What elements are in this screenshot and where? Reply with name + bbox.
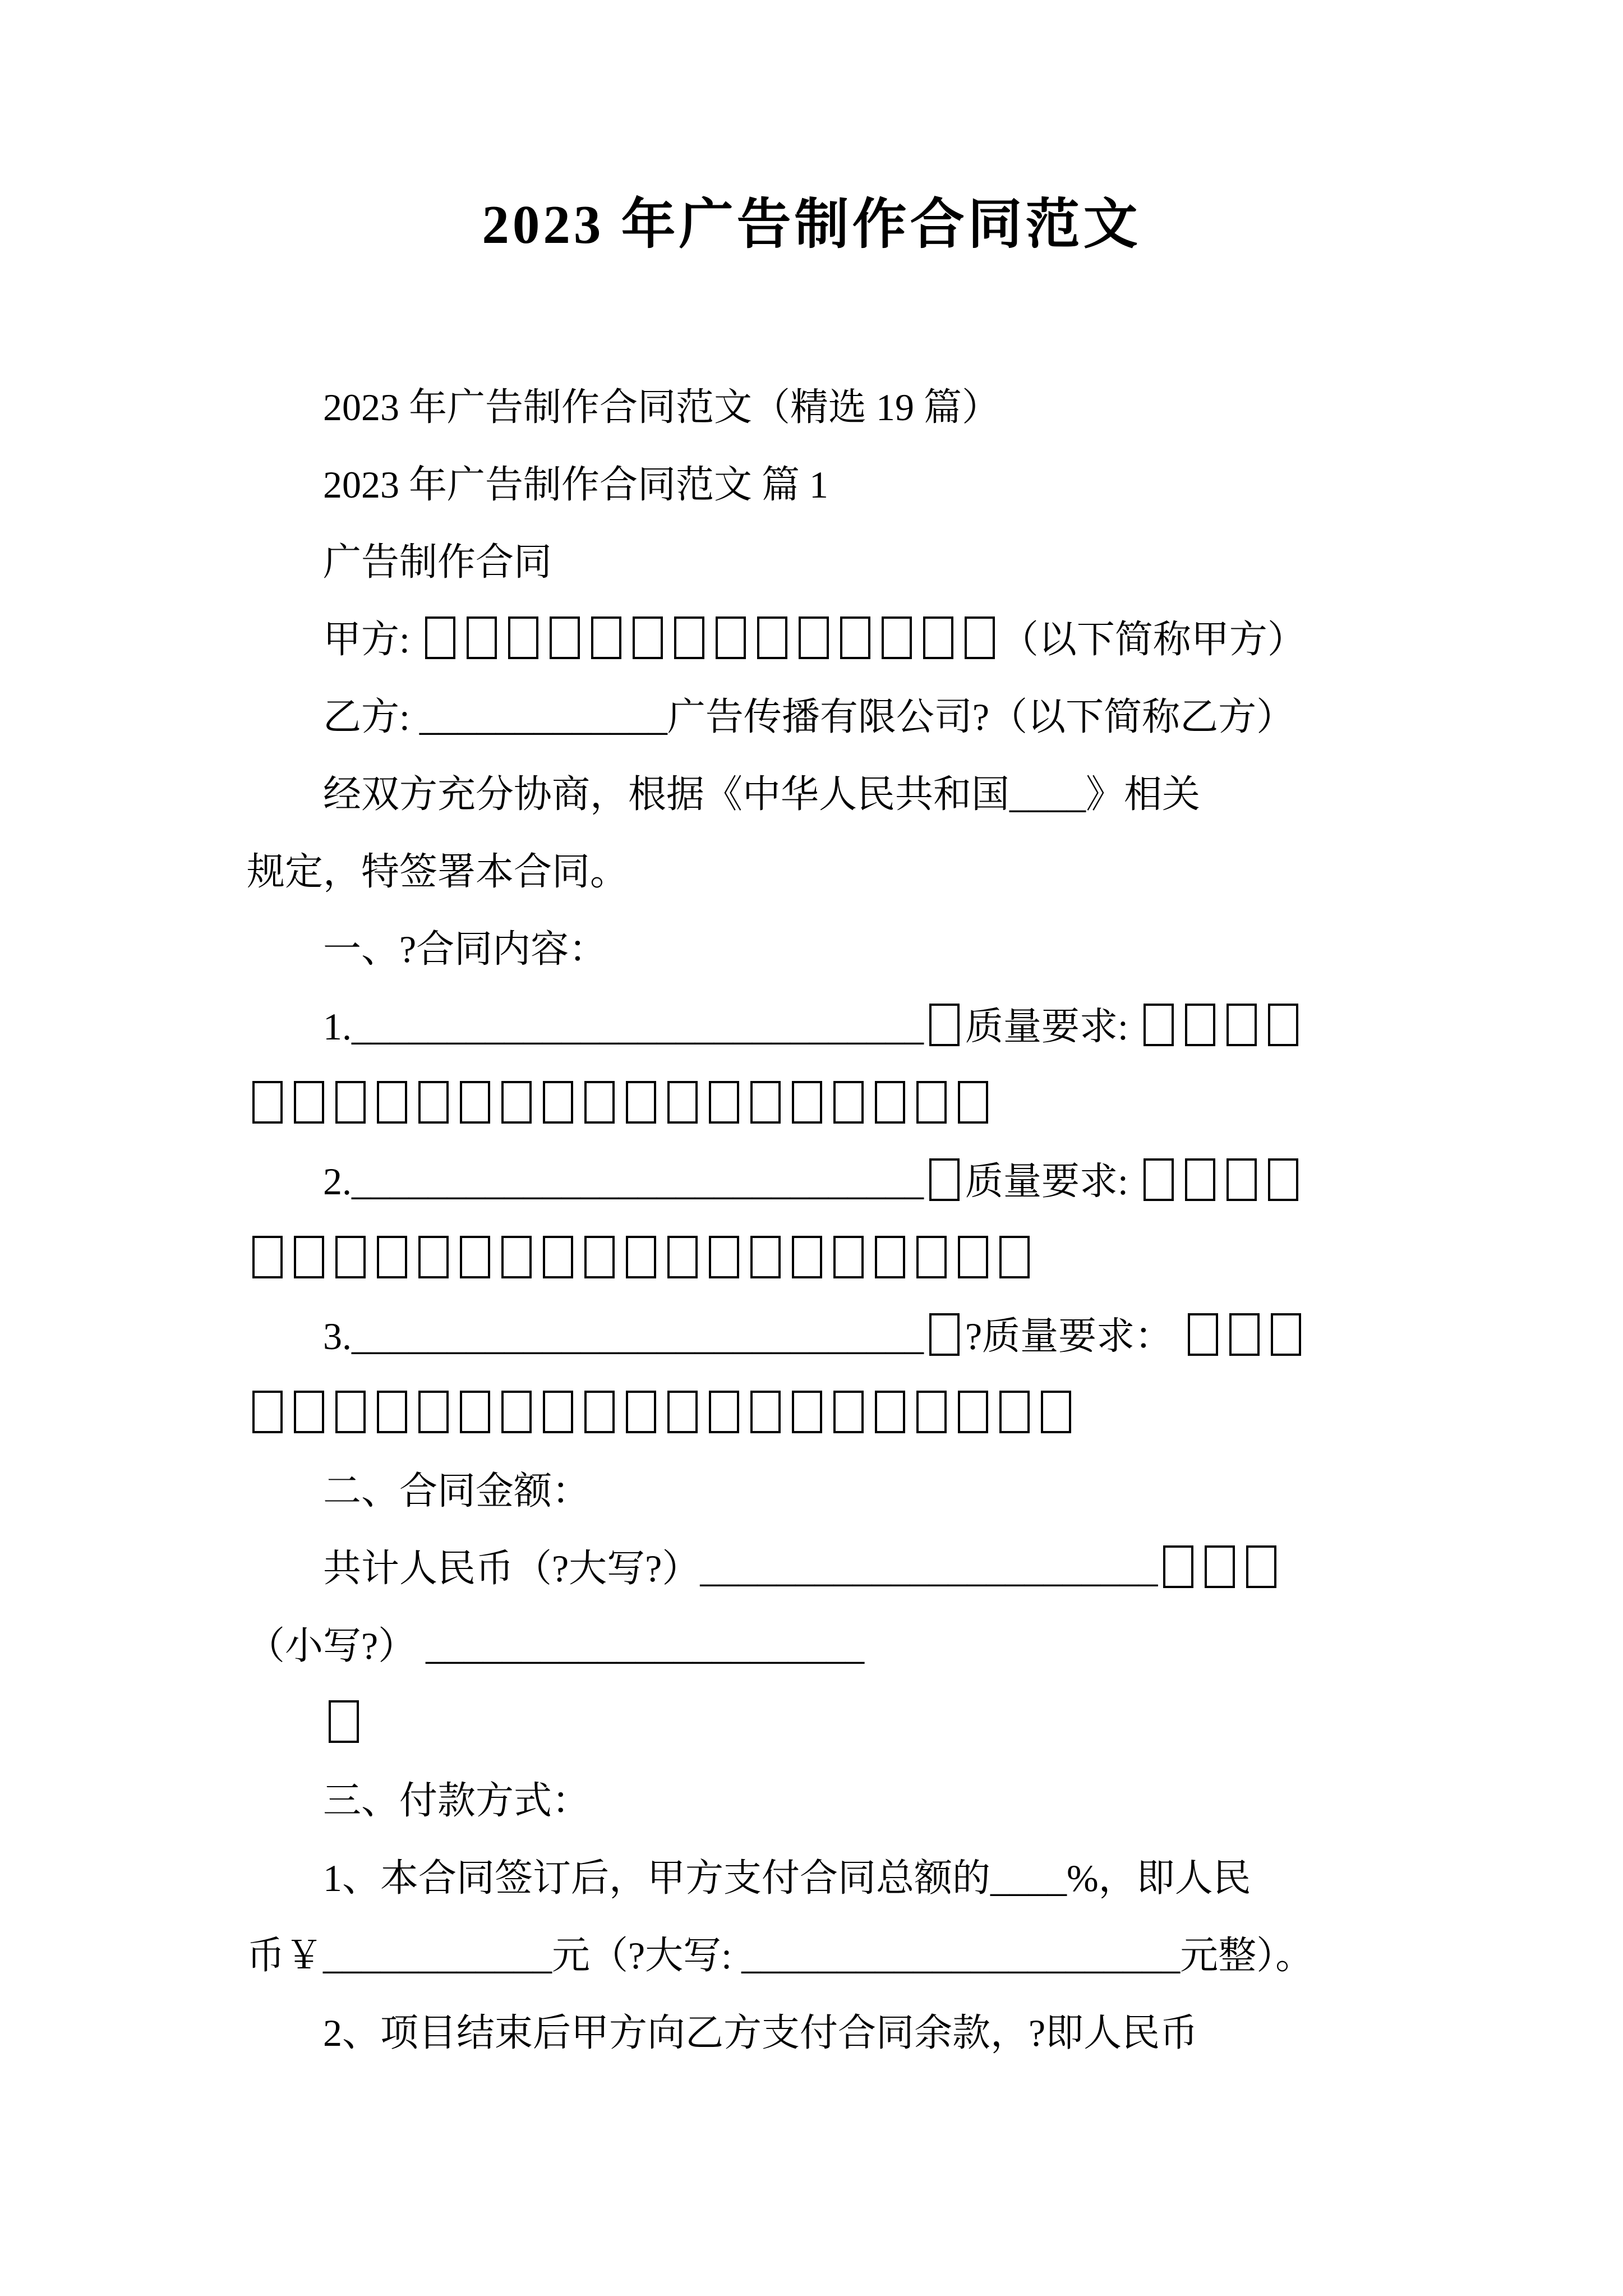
document-line: 2023 年广告制作合同范文 篇 1 bbox=[323, 463, 829, 506]
blank-box bbox=[418, 1236, 449, 1278]
blank-box bbox=[1041, 1391, 1071, 1433]
document-line: （小写?） _______________________ bbox=[247, 1624, 865, 1667]
blank-box bbox=[1229, 1313, 1260, 1356]
blank-box bbox=[875, 1081, 905, 1124]
blank-box bbox=[999, 1391, 1030, 1433]
blank-box bbox=[543, 1236, 573, 1278]
blank-box bbox=[460, 1081, 490, 1124]
blank-box bbox=[792, 1081, 822, 1124]
blank-box bbox=[1268, 1004, 1298, 1046]
blank-box bbox=[709, 1081, 739, 1124]
document-line: 规定，特签署本合同。 bbox=[247, 850, 629, 893]
blank-box bbox=[377, 1391, 407, 1433]
document-line: 2.______________________________ 质量要求: bbox=[247, 1143, 1421, 1220]
blank-box bbox=[1227, 1004, 1257, 1046]
blank-box bbox=[425, 616, 455, 659]
blank-box bbox=[792, 1391, 822, 1433]
blank-box bbox=[1163, 1545, 1193, 1588]
blank-box bbox=[750, 1236, 781, 1278]
blank-box bbox=[460, 1236, 490, 1278]
document-line: 二、合同金额： bbox=[323, 1469, 591, 1512]
blank-box bbox=[875, 1391, 905, 1433]
blank-box bbox=[335, 1391, 366, 1433]
blank-box bbox=[833, 1236, 864, 1278]
document-line: 1、本合同签订后，甲方支付合同总额的____%，即人民 bbox=[323, 1856, 1251, 1899]
blank-box bbox=[882, 616, 912, 659]
blank-box bbox=[626, 1391, 656, 1433]
blank-box bbox=[1188, 1313, 1218, 1356]
blank-box bbox=[709, 1236, 739, 1278]
blank-box bbox=[958, 1236, 988, 1278]
blank-box bbox=[1144, 1158, 1174, 1201]
blank-box bbox=[667, 1391, 698, 1433]
blank-box bbox=[377, 1081, 407, 1124]
document-line: 广告制作合同 bbox=[323, 540, 552, 583]
blank-box bbox=[335, 1081, 366, 1124]
blank-box bbox=[252, 1391, 283, 1433]
blank-box bbox=[929, 1313, 960, 1356]
blank-box bbox=[1185, 1004, 1215, 1046]
blank-box bbox=[1268, 1158, 1298, 1201]
blank-box bbox=[916, 1236, 947, 1278]
document-line: 乙方: _____________广告传播有限公司?（以下简称乙方） bbox=[323, 695, 1295, 738]
blank-box bbox=[840, 616, 870, 659]
blank-box bbox=[929, 1004, 960, 1046]
document-line: 一、?合同内容： bbox=[323, 927, 607, 970]
blank-box bbox=[294, 1081, 324, 1124]
blank-box bbox=[501, 1391, 532, 1433]
blank-box bbox=[377, 1236, 407, 1278]
blank-box bbox=[543, 1081, 573, 1124]
blank-box bbox=[792, 1236, 822, 1278]
document-line: 3.______________________________ ?质量要求： bbox=[247, 1297, 1421, 1375]
blank-box bbox=[501, 1236, 532, 1278]
blank-box bbox=[467, 616, 497, 659]
document-line: 经双方充分协商，根据《中华人民共和国____》相关 bbox=[323, 772, 1201, 816]
blank-box bbox=[252, 1081, 283, 1124]
blank-box bbox=[543, 1391, 573, 1433]
document-line: 三、付款方式： bbox=[323, 1779, 591, 1822]
blank-box bbox=[965, 616, 995, 659]
blank-box bbox=[958, 1391, 988, 1433]
blank-box bbox=[584, 1391, 615, 1433]
blank-box bbox=[750, 1391, 781, 1433]
blank-box bbox=[1271, 1313, 1301, 1356]
document-line bbox=[247, 1375, 1421, 1452]
blank-box bbox=[329, 1700, 359, 1743]
blank-box bbox=[916, 1391, 947, 1433]
document-line: 共计人民币（?大写?）________________________ bbox=[247, 1530, 1421, 1607]
blank-box bbox=[757, 616, 787, 659]
blank-box bbox=[958, 1081, 988, 1124]
document-line: 2、项目结束后甲方向乙方支付合同余款，?即人民币 bbox=[323, 2011, 1198, 2054]
blank-box bbox=[418, 1081, 449, 1124]
blank-box bbox=[591, 616, 621, 659]
blank-box bbox=[1185, 1158, 1215, 1201]
document-line bbox=[247, 1065, 1421, 1143]
blank-box bbox=[1144, 1004, 1174, 1046]
blank-box bbox=[923, 616, 953, 659]
blank-box bbox=[501, 1081, 532, 1124]
blank-box bbox=[833, 1081, 864, 1124]
blank-box bbox=[584, 1236, 615, 1278]
blank-box bbox=[335, 1236, 366, 1278]
blank-box bbox=[716, 616, 746, 659]
document-line: 甲方: （以下简称甲方） bbox=[247, 601, 1421, 678]
blank-box bbox=[875, 1236, 905, 1278]
blank-box bbox=[294, 1236, 324, 1278]
blank-box bbox=[916, 1081, 947, 1124]
document-body bbox=[0, 369, 1623, 2072]
document-line bbox=[247, 1685, 1421, 1762]
blank-box bbox=[1246, 1545, 1276, 1588]
blank-box bbox=[418, 1391, 449, 1433]
blank-box bbox=[799, 616, 829, 659]
blank-box bbox=[833, 1391, 864, 1433]
document-line: 币￥____________元（?大写: _______________________元整）。 bbox=[247, 1934, 1314, 1977]
blank-box bbox=[667, 1236, 698, 1278]
document-line bbox=[247, 1220, 1421, 1297]
blank-box bbox=[1227, 1158, 1257, 1201]
document-title: 2023 年广告制作合同范文 bbox=[482, 195, 1141, 255]
blank-box bbox=[294, 1391, 324, 1433]
blank-box bbox=[999, 1236, 1030, 1278]
blank-box bbox=[626, 1081, 656, 1124]
blank-box bbox=[252, 1236, 283, 1278]
blank-box bbox=[508, 616, 538, 659]
blank-box bbox=[1205, 1545, 1235, 1588]
blank-box bbox=[667, 1081, 698, 1124]
blank-box bbox=[550, 616, 580, 659]
blank-box bbox=[460, 1391, 490, 1433]
blank-box bbox=[750, 1081, 781, 1124]
blank-box bbox=[709, 1391, 739, 1433]
blank-box bbox=[633, 616, 663, 659]
blank-box bbox=[929, 1158, 960, 1201]
document-line: 1.______________________________ 质量要求: bbox=[247, 988, 1421, 1065]
blank-box bbox=[626, 1236, 656, 1278]
document-line: 2023 年广告制作合同范文（精选 19 篇） bbox=[323, 385, 1000, 429]
blank-box bbox=[584, 1081, 615, 1124]
blank-box bbox=[674, 616, 704, 659]
